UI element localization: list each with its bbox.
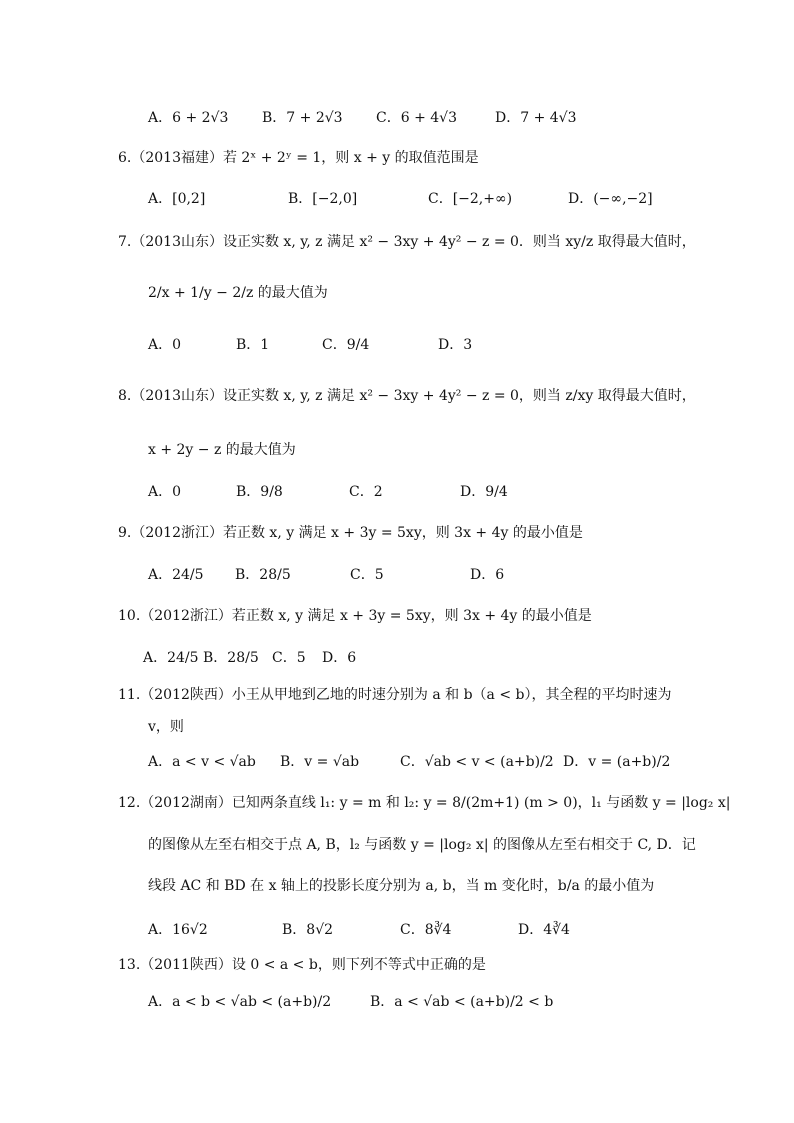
q8-option-c: C．2 bbox=[349, 484, 383, 500]
q11-stem-2: v，则 bbox=[148, 719, 184, 735]
q7-option-a: A．0 bbox=[148, 337, 182, 353]
q9-option-a: A．24/5 bbox=[148, 567, 204, 583]
q11-option-d: D．v = (a+b)/2 bbox=[563, 754, 671, 770]
q8-option-d: D．9/4 bbox=[460, 484, 508, 500]
q12-stem-2: 的图像从左至右相交于点 A, B，l₂ 与函数 y = |log₂ x| 的图像从左至右相交于 C, D．记 bbox=[148, 837, 696, 853]
q10-option-b: B．28/5 bbox=[203, 650, 259, 666]
q10-option-a: A．24/5 bbox=[143, 650, 199, 666]
q11-stem: 11.（2012陕西）小王从甲地到乙地的时速分别为 a 和 b（a < b），其全程的平均时速为 bbox=[118, 687, 672, 703]
q8-stem: 8.（2013山东）设正实数 x, y, z 满足 x² − 3xy + 4y² − z = 0，则当 z/xy 取得最大值时， bbox=[118, 388, 696, 404]
q7-option-b: B．1 bbox=[236, 337, 270, 353]
q6-stem: 6.（2013福建）若 2ˣ + 2ʸ = 1，则 x + y 的取值范围是 bbox=[118, 150, 479, 166]
q11-option-a: A．a < v < √ab bbox=[148, 754, 256, 770]
q12-option-b: B．8√2 bbox=[282, 922, 334, 938]
q9-stem: 9.（2012浙江）若正数 x, y 满足 x + 3y = 5xy，则 3x + 4y 的最小值是 bbox=[118, 525, 583, 541]
q7-option-c: C．9/4 bbox=[322, 337, 370, 353]
q6-option-d: D．(−∞,−2] bbox=[568, 191, 653, 207]
q12-stem: 12.（2012湖南）已知两条直线 l₁: y = m 和 l₂: y = 8/(2m+1) (m > 0)，l₁ 与函数 y = |log₂ x| bbox=[118, 795, 731, 811]
q5-option-a: A．6 + 2√3 bbox=[148, 110, 229, 126]
q11-option-c: C．√ab < v < (a+b)/2 bbox=[400, 754, 554, 770]
q12-option-a: A．16√2 bbox=[148, 922, 208, 938]
q8-option-b: B．9/8 bbox=[236, 484, 283, 500]
q6-option-b: B．[−2,0] bbox=[288, 191, 358, 207]
q6-option-c: C．[−2,+∞) bbox=[428, 191, 513, 207]
q10-stem: 10.（2012浙江）若正数 x, y 满足 x + 3y = 5xy，则 3x + 4y 的最小值是 bbox=[118, 608, 592, 624]
q12-stem-3: 线段 AC 和 BD 在 x 轴上的投影长度分别为 a, b，当 m 变化时，b/a 的最小值为 bbox=[148, 878, 655, 894]
q12-option-c: C．8∛4 bbox=[400, 922, 452, 938]
q5-option-d: D．7 + 4√3 bbox=[495, 110, 577, 126]
q7-stem: 7.（2013山东）设正实数 x, y, z 满足 x² − 3xy + 4y² − z = 0．则当 xy/z 取得最大值时， bbox=[118, 234, 696, 250]
q10-option-d: D．6 bbox=[322, 650, 357, 666]
q9-option-b: B．28/5 bbox=[235, 567, 291, 583]
q13-stem: 13.（2011陕西）设 0 < a < b，则下列不等式中正确的是 bbox=[118, 957, 486, 973]
q7-stem-2: 2/x + 1/y − 2/z 的最大值为 bbox=[148, 285, 328, 301]
q7-option-d: D．3 bbox=[438, 337, 473, 353]
q5-option-c: C．6 + 4√3 bbox=[376, 110, 457, 126]
q9-option-d: D．6 bbox=[470, 567, 505, 583]
q13-option-b: B．a < √ab < (a+b)/2 < b bbox=[370, 994, 554, 1010]
q6-option-a: A．[0,2] bbox=[148, 191, 206, 207]
q13-option-a: A．a < b < √ab < (a+b)/2 bbox=[148, 994, 332, 1010]
q8-option-a: A．0 bbox=[148, 484, 182, 500]
q5-option-b: B．7 + 2√3 bbox=[262, 110, 343, 126]
q12-option-d: D．4∛4 bbox=[518, 922, 570, 938]
q11-option-b: B．v = √ab bbox=[280, 754, 360, 770]
q8-stem-2: x + 2y − z 的最大值为 bbox=[148, 442, 296, 458]
q10-option-c: C．5 bbox=[272, 650, 306, 666]
q9-option-c: C．5 bbox=[350, 567, 384, 583]
